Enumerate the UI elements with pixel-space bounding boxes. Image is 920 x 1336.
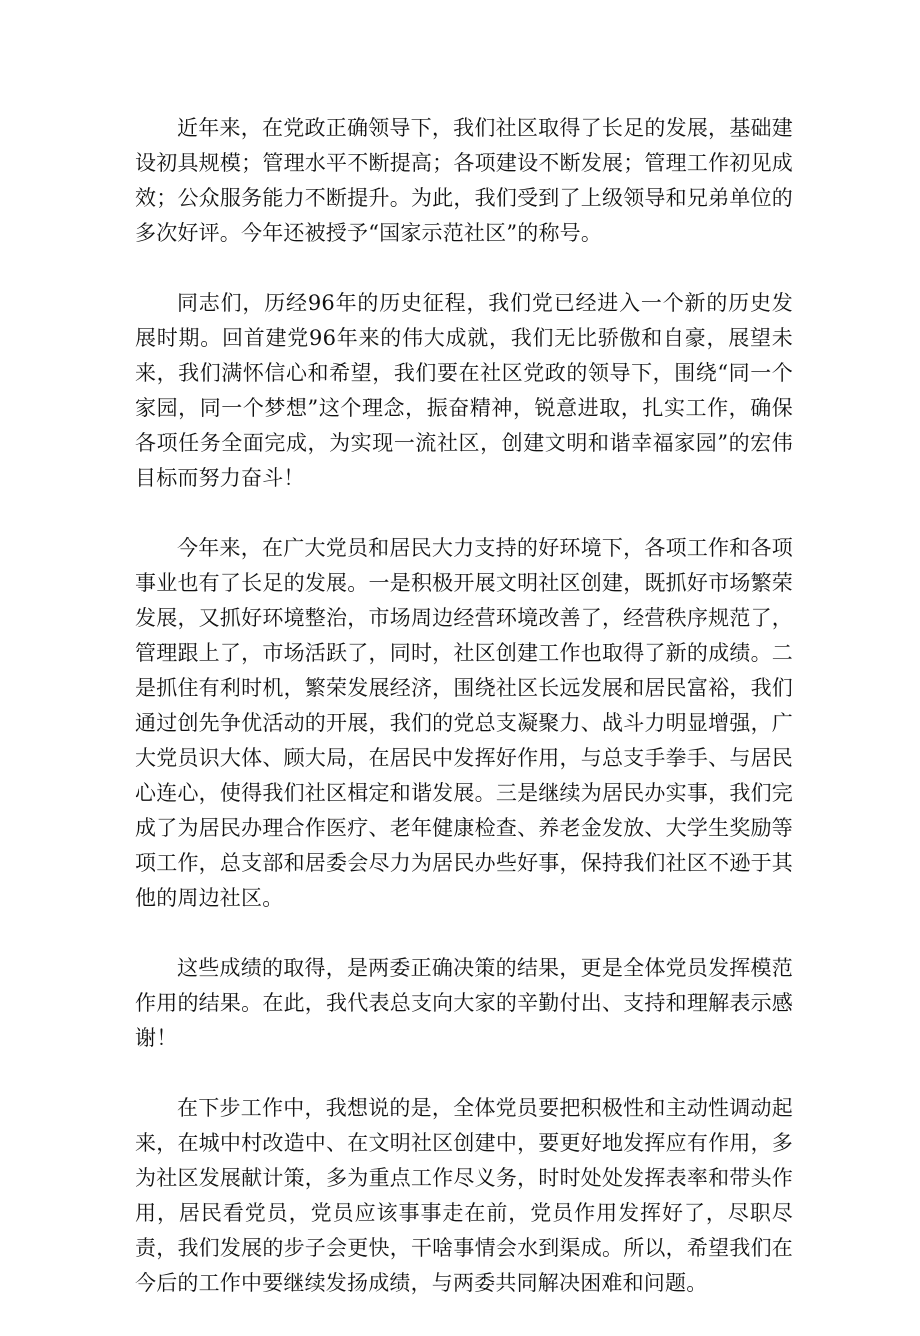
paragraph-4: 这些成绩的取得，是两委正确决策的结果，更是全体党员发挥模范作用的结果。在此，我代表总支向大家的辛勤付出、支持和理解表示感谢！ [135, 956, 793, 1050]
paragraph-3: 今年来，在广大党员和居民大力支持的好环境下，各项工作和各项事业也有了长足的发展。一是积极开展文明社区创建，既抓好市场繁荣发展，又抓好环境整治，市场周边经营环境改善了，经营秩序规范了，管理跟上了，市场活跃了，同时，社区创建工作也取得了新的成绩。二是抓住有利时机，繁荣发展经济，围绕社区长远发展和居民富裕，我们通过创先争优活动的开展，我们的党总支凝聚力、战斗力明显增强，广大党员识大体、顾大局，在居民中发挥好作用，与总支手拳手、与居民心连心，使得我们社区楫定和谐发展。三是继续为居民办实事，我们完成了为居民办理合作医疗、老年健康检查、养老金发放、大学生奖励等项工作，总支部和居委会尽力为居民办些好事，保持我们社区不逊于其他的周边社区。 [135, 536, 793, 910]
paragraph-5: 在下步工作中，我想说的是，全体党员要把积极性和主动性调动起来，在城中村改造中、在文明社区创建中，要更好地发挥应有作用，多为社区发展献计策，多为重点工作尽义务，时时处处发挥表率和带头作用，居民看党员，党员应该事事走在前，党员作用发挥好了，尽职尽责，我们发展的步子会更快，干啥事情会水到渠成。所以，希望我们在今后的工作中要继续发扬成绩，与两委共同解决困难和问题。 [135, 1096, 793, 1295]
paragraph-2: 同志们，历经96年的历史征程，我们党已经进入一个新的历史发展时期。回首建党96年来的伟大成就，我们无比骄傲和自豪，展望未来，我们满怀信心和希望，我们要在社区党政的领导下，围绕“同一个家园，同一个梦想”这个理念，振奋精神，锐意进取，扎实工作，确保各项任务全面完成，为实现一流社区，创建文明和谐幸福家园”的宏伟目标而努力奋斗！ [135, 291, 793, 490]
paragraph-1: 近年来，在党政正确领导下，我们社区取得了长足的发展，基础建设初具规模；管理水平不断提高；各项建设不断发展；管理工作初见成效；公众服务能力不断提升。为此，我们受到了上级领导和兄弟单位的多次好评。今年还被授予“国家示范社区”的称号。 [135, 116, 793, 245]
document-body [135, 111, 793, 1336]
